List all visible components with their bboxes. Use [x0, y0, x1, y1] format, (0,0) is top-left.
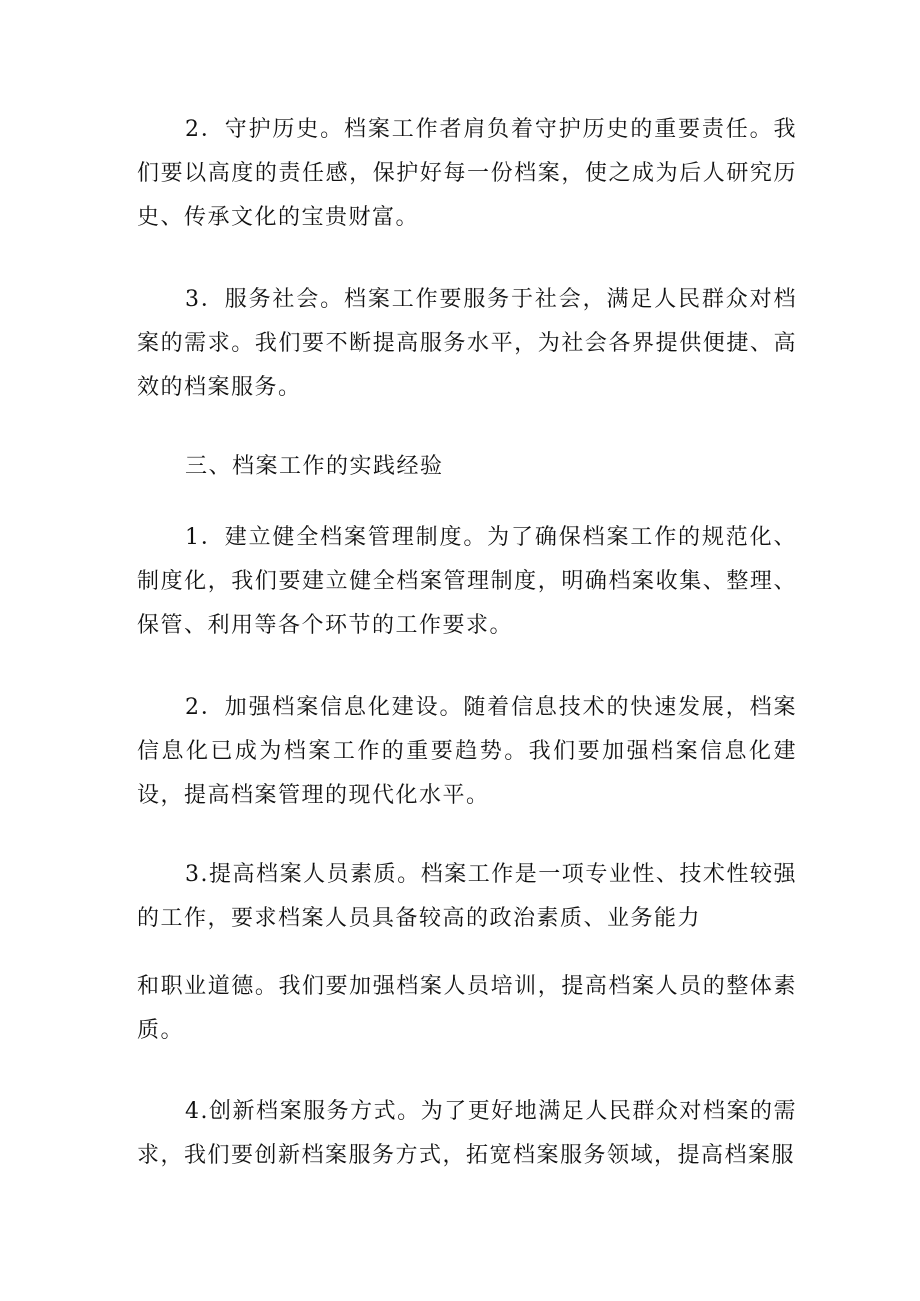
section-heading-practice: 三、档案工作的实践经验: [185, 454, 444, 479]
paragraph-management-system: 1．建立健全档案管理制度。为了确保档案工作的规范化、制度化，我们要建立健全档案管理制度，明确档案收集、整理、保管、利用等各个环节的工作要求。: [137, 525, 797, 638]
paragraph-service-innovation: 4.创新档案服务方式。为了更好地满足人民群众对档案的需求，我们要创新档案服务方式，拓宽档案服务领域，提高档案服: [137, 1099, 797, 1168]
paragraph-guard-history: 2．守护历史。档案工作者肩负着守护历史的重要责任。我们要以高度的责任感，保护好每一份档案，使之成为后人研究历史、传承文化的宝贵财富。: [137, 117, 797, 230]
paragraph-staff-quality: 3.提高档案人员素质。档案工作是一项专业性、技术性较强的工作，要求档案人员具备较高的政治素质、业务能力: [137, 862, 797, 931]
paragraph-serve-society: 3．服务社会。档案工作要服务于社会，满足人民群众对档案的需求。我们要不断提高服务水平，为社会各界提供便捷、高效的档案服务。: [137, 287, 797, 400]
paragraph-informatization: 2．加强档案信息化建设。随着信息技术的快速发展，档案信息化已成为档案工作的重要趋势。我们要加强档案信息化建设，提高档案管理的现代化水平。: [137, 695, 797, 808]
paragraph-staff-quality-continued: 和职业道德。我们要加强档案人员培训，提高档案人员的整体素质。: [137, 974, 797, 1043]
